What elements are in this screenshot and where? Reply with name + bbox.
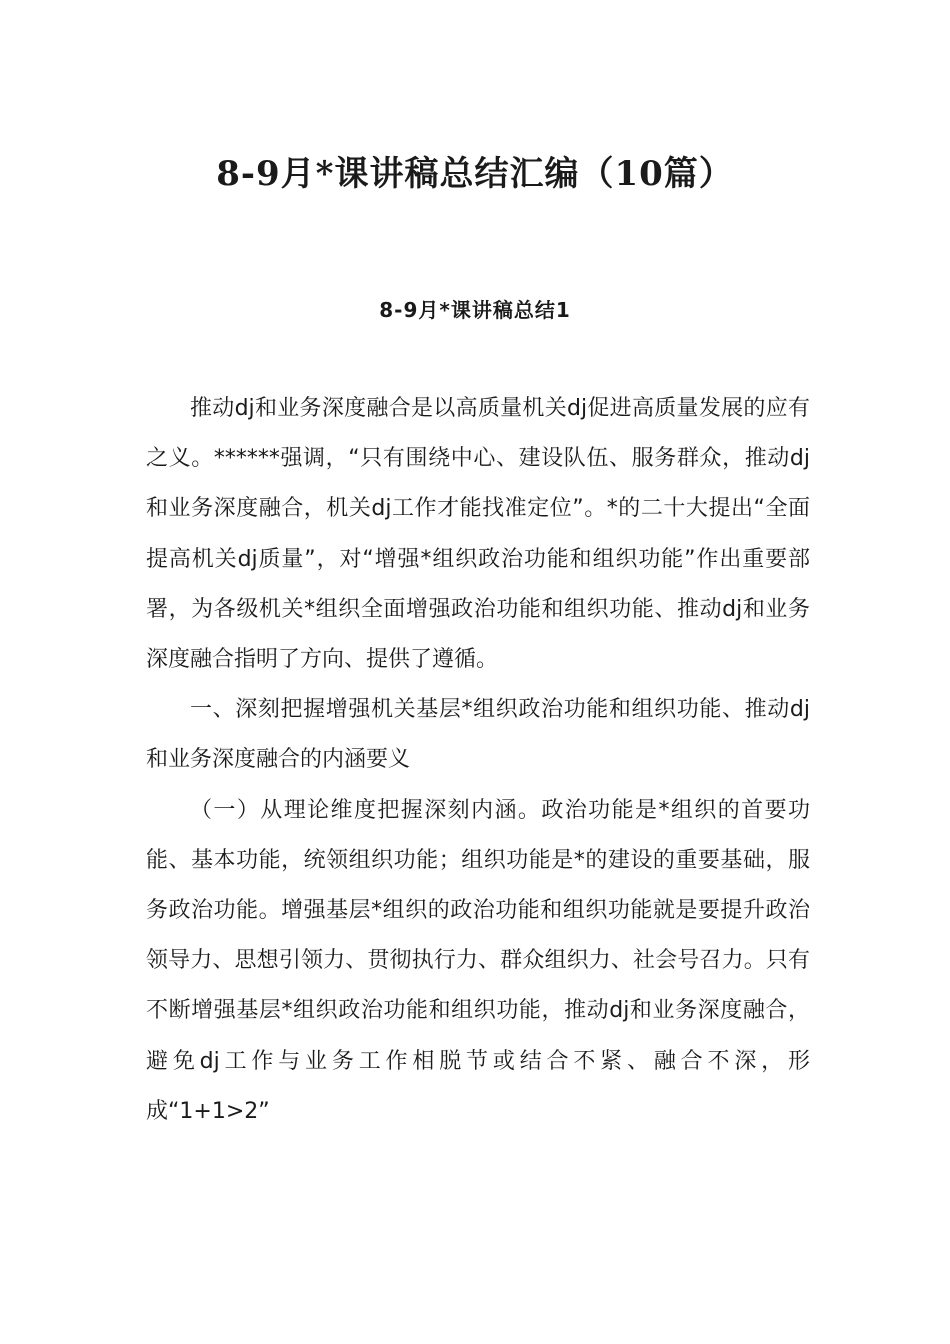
document-body <box>146 384 810 1137</box>
section-heading: 8-9月*课讲稿总结1 <box>379 298 571 322</box>
paragraph-intro: 推动dj和业务深度融合是以高质量机关dj促进高质量发展的应有之义。******强调，“只有围绕中心、建设队伍、服务群众，推动dj和业务深度融合，机关dj工作才能找准定位”。*的二十大提出“全面提高机关dj质量”，对“增强*组织政治功能和组织功能”作出重要部署，为各级机关*组织全面增强政治功能和组织功能、推动dj和业务深度融合指明了方向、提供了遵循。 <box>146 396 810 673</box>
paragraph-section-heading: 一、深刻把握增强机关基层*组织政治功能和组织功能、推动dj和业务深度融合的内涵要义 <box>146 697 810 773</box>
document-title: 8-9月*课讲稿总结汇编（10篇） <box>216 154 734 194</box>
paragraph-subsection: （一）从理论维度把握深刻内涵。政治功能是*组织的首要功能、基本功能，统领组织功能；组织功能是*的建设的重要基础，服务政治功能。增强基层*组织的政治功能和组织功能就是要提升政治领导力、思想引领力、贯彻执行力、群众组织力、社会号召力。只有不断增强基层*组织政治功能和组织功能，推动dj和业务深度融合，避免dj工作与业务工作相脱节或结合不紧、融合不深，形成“1+1>2” <box>146 797 810 1124</box>
